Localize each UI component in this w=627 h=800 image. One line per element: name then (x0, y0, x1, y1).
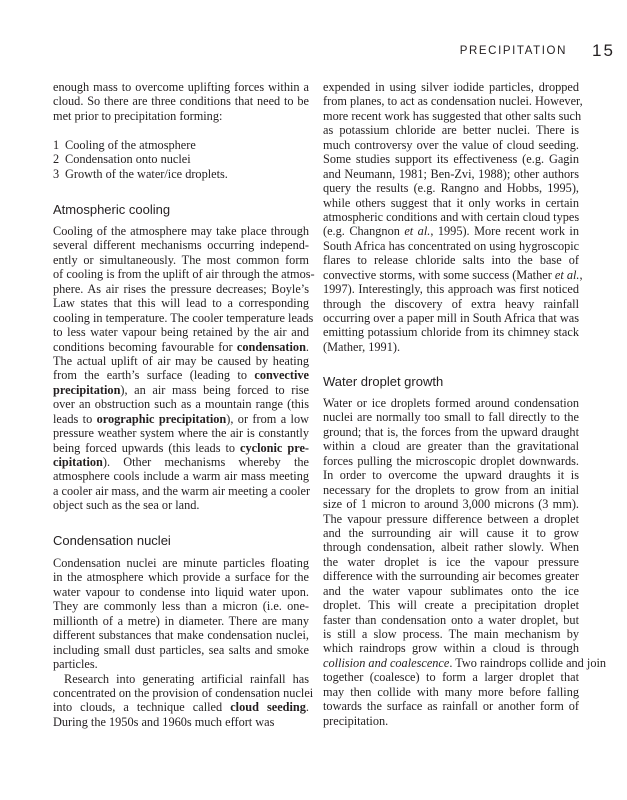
text-run: query the results (e.g. Rangno and Hobbs, 1995), (323, 181, 579, 196)
running-title: PRECIPITATION (459, 45, 567, 57)
intro-paragraph (53, 80, 309, 123)
text-line (53, 484, 309, 498)
text-run: a cooler air mass, and the warm air meeting a cooler (53, 483, 311, 498)
text-run: met prior to precipitation forming: (53, 108, 223, 123)
text-run: and Neumann, 1981; Ben-Zvi, 1988); other authors (323, 166, 579, 181)
text-line (53, 426, 309, 440)
text-line (323, 468, 579, 482)
text-line (323, 512, 579, 526)
italic-text: collision and coalescence (323, 655, 450, 670)
text-line (53, 238, 309, 252)
text-run: different substances that make condensation nuclei, (53, 628, 309, 643)
section-heading-atmospheric-cooling: Atmospheric cooling (53, 202, 171, 217)
text-run: . Two raindrops collide and join (449, 655, 607, 670)
text-run: expended in using silver iodide particles, dropped (323, 80, 579, 94)
text-run: faster than condensation onto a water droplet, but (323, 612, 579, 627)
text-run: and the surrounding air will cause it to grow (323, 525, 579, 540)
text-line (53, 224, 309, 238)
italic-text: et al. (554, 267, 580, 282)
text-run: and the water vapour sublimates onto the ice (323, 583, 579, 598)
text-line (53, 94, 309, 108)
text-run: necessary for the droplets to grow from an initial (323, 482, 579, 497)
text-run: object such as the sea or land. (53, 498, 200, 513)
key-term: orographic precipitation (96, 411, 227, 426)
text-line (53, 469, 309, 483)
text-run: They are commonly less than a micron (i.e. one- (53, 599, 309, 614)
text-line (323, 94, 583, 109)
text-run: as potassium chloride are better nuclei. There is (323, 123, 579, 138)
list-item (53, 152, 309, 166)
text-run: occurring over a paper mill in South Africa that was (323, 311, 579, 325)
text-line (323, 425, 579, 439)
text-line (323, 210, 579, 224)
text-line (53, 441, 309, 455)
text-line (323, 526, 579, 540)
text-line (53, 686, 314, 701)
text-line (323, 439, 579, 453)
text-line (323, 181, 579, 195)
text-run: enough mass to overcome uplifting forces within a (53, 80, 309, 94)
text-run: through the discovery of extra heavy rainfall (323, 296, 579, 311)
text-line (323, 569, 579, 583)
text-line (323, 108, 582, 123)
section-heading-condensation-nuclei: Condensation nuclei (53, 533, 171, 548)
text-run: nuclei are normally too small to fall directly to the (323, 410, 579, 425)
text-run: flares to release chloride salts into the base of (323, 253, 579, 268)
text-line (323, 670, 579, 684)
text-run: (e.g. Changnon (323, 224, 405, 239)
text-run: together (coalesce) to form a larger droplet that (323, 670, 579, 685)
text-run: emitting potassium chloride from its chimney stack (323, 325, 579, 340)
text-line (323, 699, 579, 713)
text-run: During the 1950s and 1960s much effort was (53, 714, 275, 729)
text-run: atmosphere cools include a warm air mass meeting (53, 469, 309, 484)
text-line (53, 715, 309, 729)
text-run: ground; that is, the forces from the upward draught (323, 424, 579, 439)
text-line (323, 253, 579, 267)
text-run: ), or from a low (226, 411, 309, 426)
text-line (323, 584, 579, 598)
text-run: difference with the surrounding air becomes greater (323, 569, 579, 584)
text-line (53, 383, 309, 397)
text-line (323, 714, 579, 728)
key-term: precipitation (53, 382, 121, 397)
text-run: much controversy over the value of cloud seeding. (323, 137, 579, 152)
text-run: ). Other mechanisms whereby the (102, 455, 309, 469)
text-line (53, 672, 309, 686)
text-line (323, 641, 579, 655)
text-run: droplet. This will create a precipitation droplet (323, 598, 579, 613)
key-term: cloud seeding (230, 700, 306, 715)
text-run: within a cloud are greater than the gravitational (323, 439, 579, 454)
text-run: concentrated on the provision of condensation nuclei (53, 686, 314, 701)
text-line (323, 598, 579, 612)
text-line (323, 555, 579, 569)
text-line (323, 627, 579, 641)
text-line (53, 310, 314, 325)
text-line (323, 152, 579, 166)
text-line (53, 412, 309, 426)
text-run: phere. As air rises the pressure decreases; Boyle’s (53, 281, 309, 296)
text-run: water vapour to condense into liquid water upon. (53, 584, 309, 599)
text-line (323, 297, 579, 311)
text-line (53, 296, 309, 310)
text-line (53, 267, 315, 282)
text-run: The vapour pressure difference between a droplet (323, 511, 579, 526)
key-term: cyclonic pre- (240, 440, 309, 455)
research-paragraph (53, 671, 314, 730)
text-run: The actual uplift of air may be caused by heating (53, 353, 309, 368)
key-term: cipitation (53, 455, 103, 469)
text-run: ), an air mass being forced to rise (120, 382, 309, 397)
list-text: Condensation onto nuclei (65, 152, 191, 167)
text-line (53, 109, 309, 123)
text-run: from the earth’s surface (leading to (53, 368, 255, 383)
text-run: towards the surface as rainfall or another form of (323, 699, 579, 714)
text-run: size of 1 micron to around 3,000 microns (3 mm). (323, 497, 579, 512)
text-run: may then collide with many more before falling (323, 684, 579, 699)
text-line (53, 585, 309, 599)
text-line (323, 410, 579, 424)
text-run: Law states that this will lead to a corresponding (53, 296, 309, 311)
text-line (323, 224, 579, 238)
text-run: of cooling is from the uplift of air through the atmos- (53, 267, 315, 282)
text-line (323, 340, 579, 354)
text-run: to less water vapour being retained by the air and (53, 325, 309, 340)
text-run: Research into generating artificial rainfall has (64, 671, 309, 686)
list-item (53, 138, 309, 152)
text-run: Some studies support its effectiveness (e.g. Gagin (323, 152, 579, 167)
text-run: precipitation. (323, 713, 389, 728)
text-line (323, 80, 579, 94)
text-line (323, 239, 579, 253)
text-run: 1997). Interestingly, this approach was first noticed (323, 282, 579, 297)
cloud-seeding-paragraph (323, 80, 583, 354)
text-run: cloud. So there are three conditions that need to be (53, 94, 309, 109)
text-run: through condensation, albeit rather slowly. When (323, 540, 579, 555)
text-run: Condensation nuclei are minute particles floating (53, 556, 309, 570)
text-run: South Africa has concentrated on using hygroscopic (323, 238, 580, 253)
conditions-list (53, 138, 309, 181)
list-number: 1 (53, 138, 60, 152)
text-line (53, 455, 309, 469)
text-run: over an obstruction such as a mountain range (this (53, 397, 309, 412)
text-line (53, 643, 309, 657)
list-number: 2 (53, 152, 60, 167)
text-run: particles. (53, 657, 98, 672)
cooling-paragraph (53, 224, 315, 513)
text-run: . (305, 339, 309, 354)
text-line (53, 570, 309, 584)
text-line (53, 340, 309, 354)
text-run: from planes, to act as condensation nuclei. However, (323, 94, 583, 109)
text-run: more recent work has suggested that other salts such (323, 108, 582, 123)
text-run: into clouds, a technique called (53, 700, 231, 715)
text-line (323, 685, 579, 699)
text-line (53, 498, 309, 512)
text-line (53, 282, 309, 296)
text-run: convective storms, with some success (Mather (323, 267, 555, 282)
text-line (323, 497, 579, 511)
text-run: is still a slow process. The main mechanism by (323, 627, 579, 641)
text-line (53, 325, 309, 339)
text-line (323, 454, 579, 468)
list-text: Cooling of the atmosphere (65, 138, 196, 152)
droplet-growth-paragraph (323, 396, 607, 728)
text-line (323, 167, 579, 181)
text-run: including small dust particles, sea salts and smoke (53, 642, 309, 657)
page-number: 15 (592, 41, 615, 60)
text-line (53, 253, 309, 267)
text-run: in the atmosphere which provide a surface for the (53, 570, 309, 585)
text-run: forces pulling the microscopic droplet downwards. (323, 453, 579, 468)
text-run: millionth of a metre) in diameter. There are many (53, 613, 309, 628)
text-run: which raindrops grow within a cloud is through (323, 641, 579, 656)
text-line (323, 123, 579, 137)
text-run: , 1995). More recent work in (430, 224, 579, 239)
text-line (53, 657, 309, 671)
text-line (323, 396, 579, 410)
text-run: the water droplet is ice the vapour pressure (323, 554, 579, 569)
text-line (53, 599, 309, 613)
text-line (323, 325, 579, 339)
text-line (323, 483, 579, 497)
list-item (53, 167, 309, 181)
section-heading-water-droplet-growth: Water droplet growth (323, 374, 444, 389)
text-run: leads to (53, 411, 97, 426)
text-line (323, 267, 583, 282)
text-line (323, 196, 579, 210)
text-line (53, 397, 309, 411)
text-line (323, 655, 607, 670)
text-line (53, 80, 309, 94)
key-term: convective (254, 368, 309, 383)
text-run: Cooling of the atmosphere may take place through (53, 224, 309, 238)
text-run: cooling in temperature. The cooler temperature leads (53, 310, 314, 325)
text-run: . (305, 700, 309, 715)
text-line (323, 613, 579, 627)
text-run: pressure weather system where the air is constantly (53, 426, 309, 441)
text-run: being forced upwards (this leads to (53, 440, 241, 455)
text-line (323, 311, 579, 325)
text-line (53, 614, 309, 628)
text-line (323, 138, 579, 152)
list-number: 3 (53, 166, 60, 181)
text-run: Water or ice droplets formed around condensation (323, 396, 579, 410)
text-run: In order to overcome the upward draughts it is (323, 468, 579, 483)
text-line (53, 354, 309, 368)
text-line (53, 556, 309, 570)
text-run: several different mechanisms occurring independ- (53, 238, 309, 253)
key-term: condensation (236, 339, 306, 354)
italic-text: et al. (404, 224, 431, 239)
text-run: , (579, 267, 583, 282)
text-run: (Mather, 1991). (323, 339, 401, 354)
text-run: atmospheric conditions and with certain cloud types (323, 209, 580, 224)
text-run: ently or simultaneously. The most common form (53, 252, 309, 267)
text-line (53, 628, 309, 642)
text-run: conditions becoming favourable for (53, 339, 237, 354)
text-line (53, 700, 309, 714)
text-line (323, 540, 579, 554)
text-line (323, 282, 579, 296)
text-run: while others suggest that it only works in certain (323, 195, 579, 210)
list-text: Growth of the water/ice droplets. (65, 166, 228, 181)
nuclei-paragraph (53, 556, 309, 672)
text-line (53, 368, 309, 382)
